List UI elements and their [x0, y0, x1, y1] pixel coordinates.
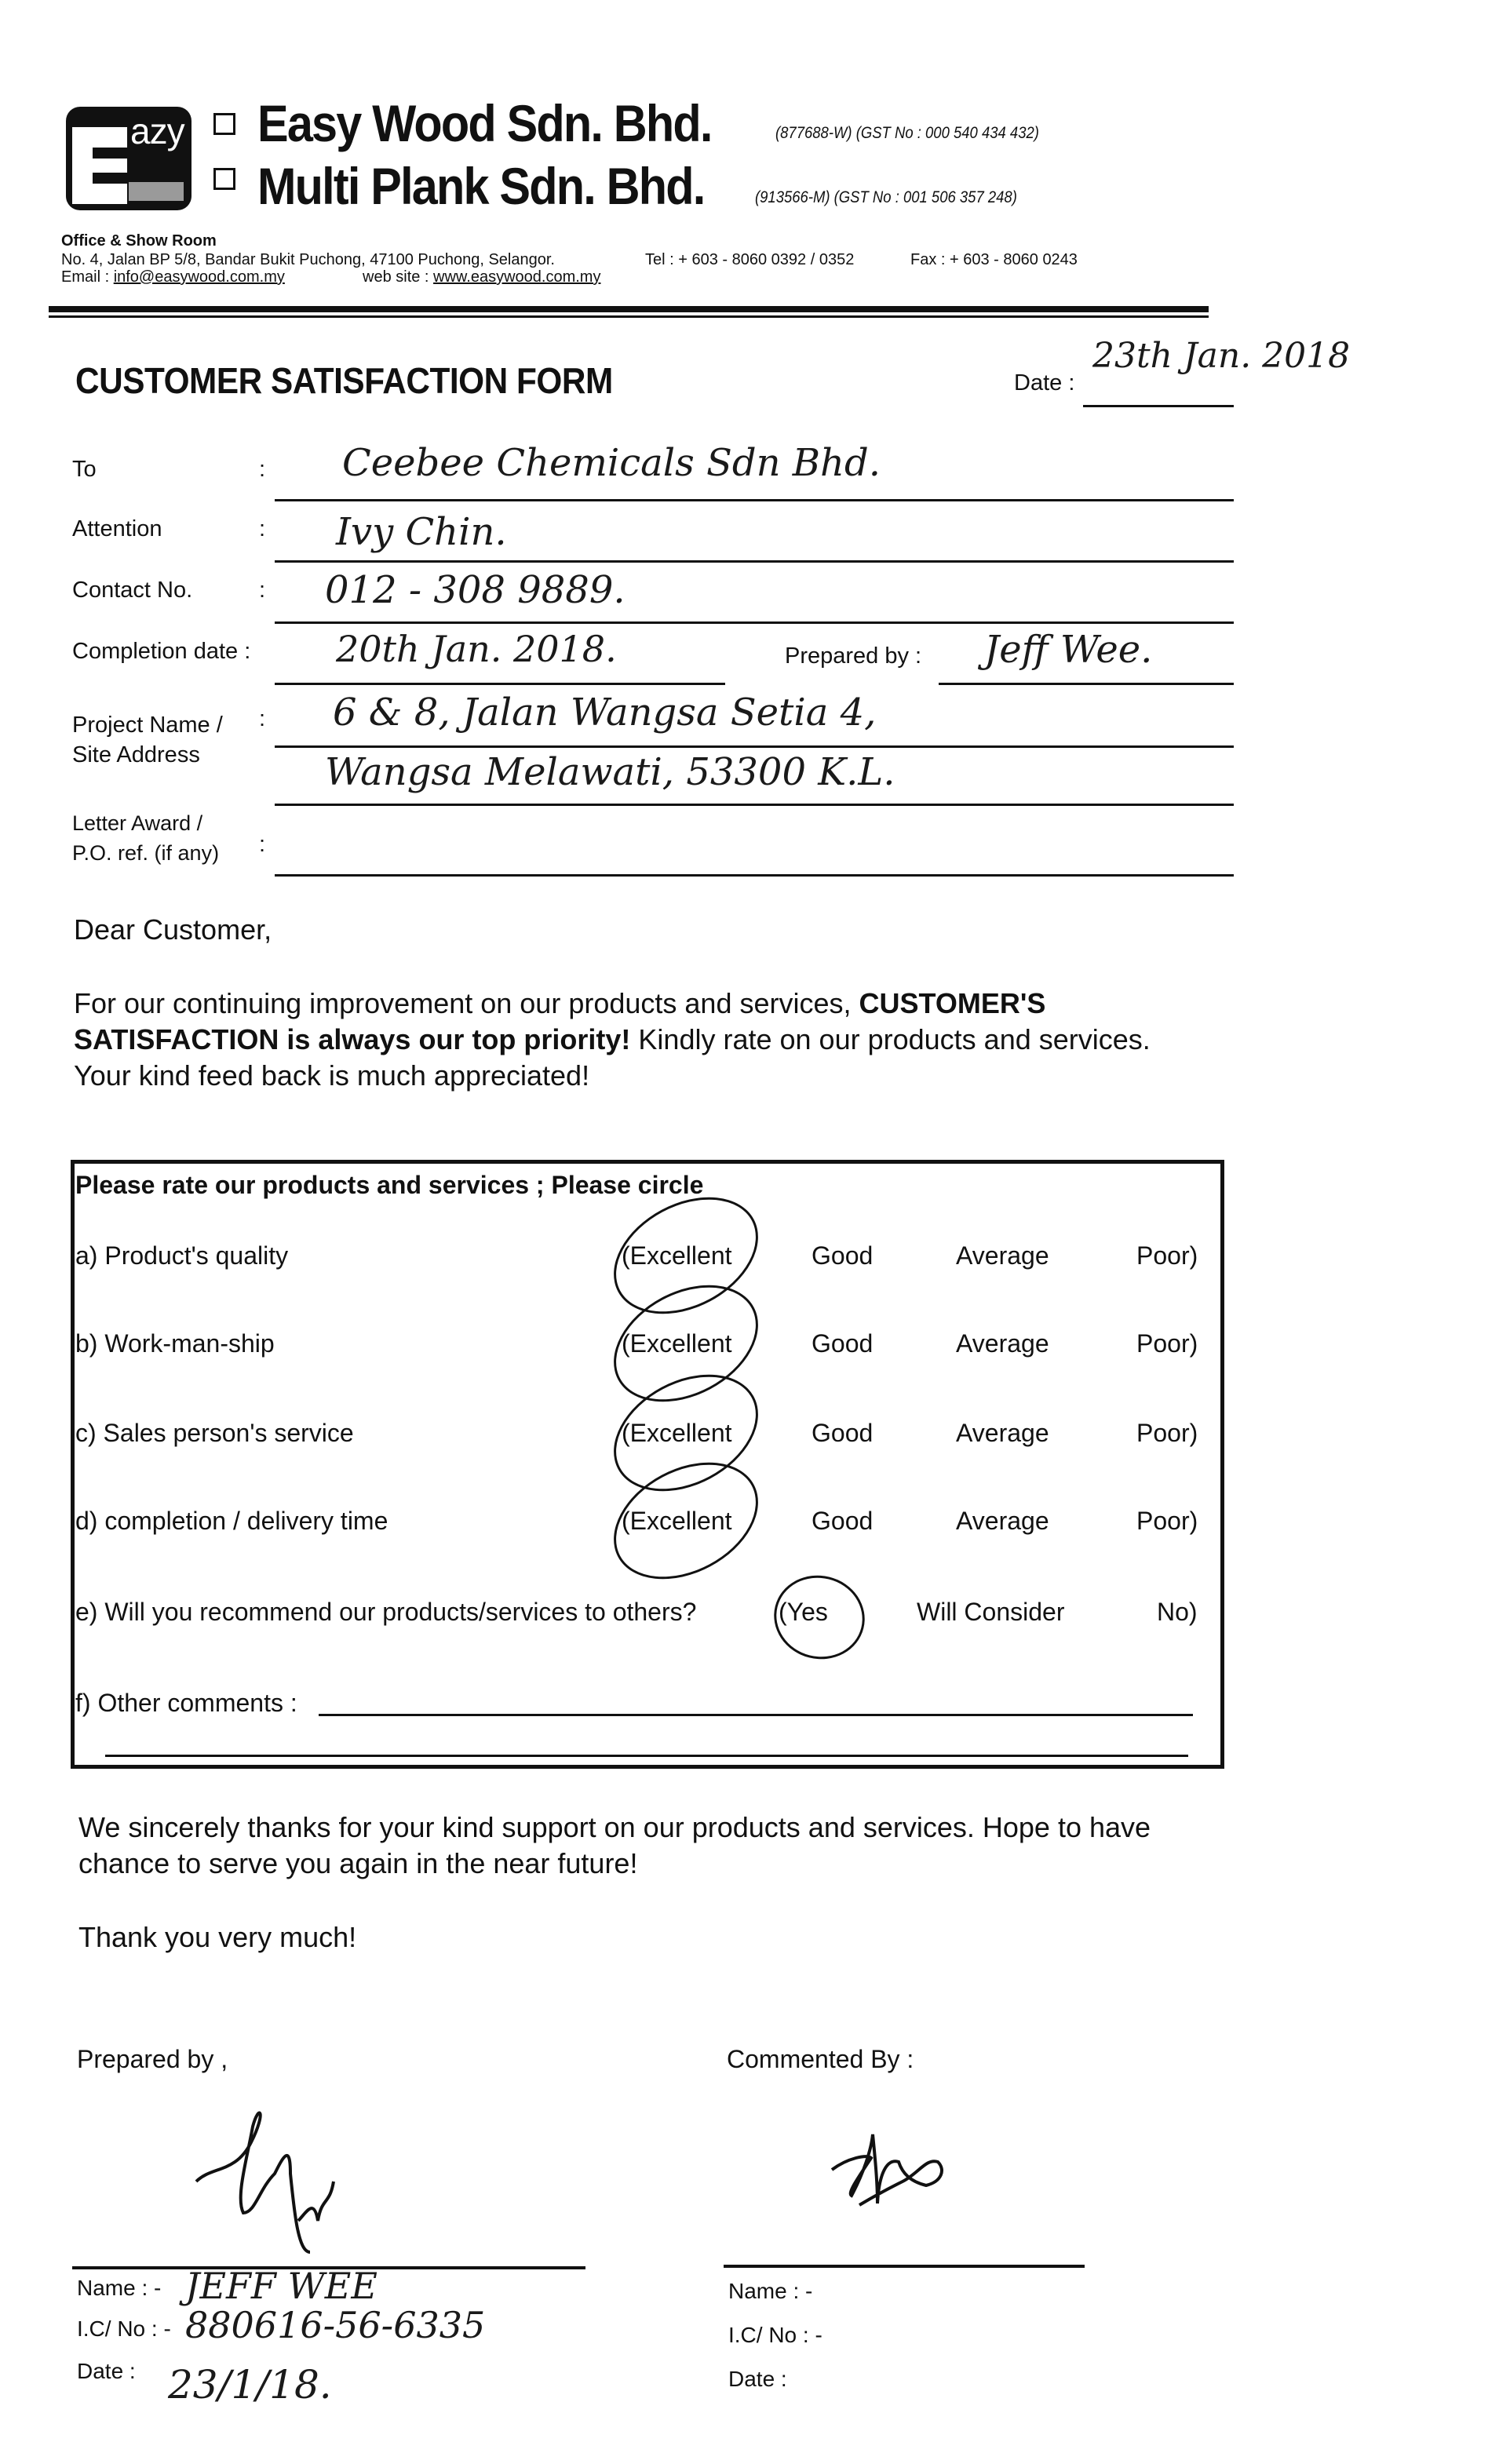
rating-option-good[interactable]: Good — [812, 1419, 874, 1447]
company-name-easywood: Easy Wood Sdn. Bhd. — [257, 94, 712, 152]
intro-paragraph — [74, 986, 1173, 1094]
comments-field-line-2[interactable] — [105, 1755, 1188, 1757]
rating-option-average[interactable]: Average — [956, 1419, 1049, 1447]
office-tel: Tel : + 603 - 8060 0392 / 0352 — [645, 251, 855, 268]
rating-option-poor[interactable]: Poor) — [1136, 1507, 1198, 1535]
attention-colon: : — [259, 516, 266, 541]
project-label-1: Project Name / — [72, 713, 223, 738]
logo-bar — [129, 182, 184, 201]
company-logo — [66, 107, 191, 210]
commented-date-label: Date : — [728, 2367, 787, 2391]
completion-field[interactable]: 20th Jan. 2018. — [336, 628, 617, 670]
question-label: a) Product's quality — [75, 1241, 289, 1270]
rating-option-average[interactable]: Average — [956, 1507, 1049, 1535]
comments-field-line-1[interactable] — [319, 1714, 1193, 1716]
rating-option-average[interactable]: Average — [956, 1329, 1049, 1358]
company-checkbox-easywood[interactable] — [213, 113, 235, 135]
project-label-2: Site Address — [72, 742, 200, 767]
prepared-by-heading: Prepared by , — [77, 2045, 228, 2073]
company-checkbox-multiplank[interactable] — [213, 168, 235, 190]
intro-text-bold: CUSTOMER'S SATISFACTION is always our top priority! — [74, 987, 1046, 1055]
prepared-name-label: Name : - — [77, 2276, 162, 2300]
prepared-by-label: Prepared by : — [785, 643, 922, 669]
commented-signature — [824, 2127, 965, 2221]
email-row — [61, 268, 285, 286]
email-link[interactable]: info@easywood.com.my — [113, 268, 285, 286]
date-underline — [1083, 405, 1234, 407]
commented-signature-line — [724, 2265, 1085, 2268]
intro-text-1: For our continuing improvement on our products and services, — [74, 987, 859, 1019]
letter-award-label-1: Letter Award / — [72, 811, 203, 835]
office-heading: Office & Show Room — [61, 232, 217, 250]
contact-label: Contact No. — [72, 578, 193, 603]
rating-option-poor[interactable]: Poor) — [1136, 1419, 1198, 1447]
website-link[interactable]: www.easywood.com.my — [433, 268, 601, 286]
recommend-option-yes[interactable]: (Yes — [779, 1598, 828, 1626]
salutation: Dear Customer, — [74, 913, 272, 946]
closing-paragraph: We sincerely thanks for your kind support on our products and services. Hope to have chance to serve you again in the near future! — [78, 1811, 1151, 1879]
rating-option-good[interactable]: Good — [812, 1241, 874, 1270]
header-divider-thin — [49, 315, 1209, 318]
commented-by-heading: Commented By : — [727, 2045, 914, 2073]
to-field[interactable]: Ceebee Chemicals Sdn Bhd. — [342, 441, 881, 485]
rating-option-excellent[interactable]: (Excellent — [622, 1329, 732, 1358]
attention-field[interactable]: Ivy Chin. — [336, 510, 507, 554]
prepared-ic-value[interactable]: 880616-56-6335 — [185, 2304, 486, 2346]
attention-label: Attention — [72, 516, 162, 541]
date-value[interactable]: 23th Jan. 2018 — [1092, 336, 1351, 376]
prepared-by-field[interactable]: Jeff Wee. — [984, 628, 1153, 672]
rating-option-average[interactable]: Average — [956, 1241, 1049, 1270]
rating-option-excellent[interactable]: (Excellent — [622, 1241, 732, 1270]
attention-underline — [275, 560, 1234, 563]
contact-underline — [275, 621, 1234, 624]
recommend-option-no[interactable]: No) — [1157, 1598, 1198, 1626]
project-colon: : — [259, 706, 266, 731]
contact-colon: : — [259, 578, 266, 603]
project-underline-1 — [275, 745, 1234, 748]
company-reg-multiplank: (913566-M) (GST No : 001 506 357 248) — [755, 188, 1017, 206]
rating-option-good[interactable]: Good — [812, 1507, 874, 1535]
comments-label: f) Other comments : — [75, 1689, 297, 1717]
commented-ic-label: I.C/ No : - — [728, 2323, 822, 2347]
company-reg-easywood: (877688-W) (GST No : 000 540 434 432) — [775, 124, 1039, 142]
logo-text: azy — [130, 111, 184, 151]
rating-option-good[interactable]: Good — [812, 1329, 874, 1358]
rating-option-excellent[interactable]: (Excellent — [622, 1507, 732, 1535]
prepared-ic-label: I.C/ No : - — [77, 2316, 171, 2341]
company-name-multiplank: Multi Plank Sdn. Bhd. — [257, 157, 705, 215]
letter-award-field[interactable] — [275, 874, 1234, 877]
project-field-line1[interactable]: 6 & 8, Jalan Wangsa Setia 4, — [333, 691, 877, 734]
intro-text-2: Kindly rate on our products and services. Your kind feed back is much appreciated! — [74, 1023, 1151, 1092]
to-underline — [275, 499, 1234, 501]
project-underline-2 — [275, 804, 1234, 806]
to-colon: : — [259, 457, 266, 482]
question-label: d) completion / delivery time — [75, 1507, 388, 1535]
project-field-line2[interactable]: Wangsa Melawati, 53300 K.L. — [325, 750, 895, 794]
date-label: Date : — [1014, 370, 1075, 395]
letter-award-colon: : — [259, 832, 266, 857]
prepared-signature — [181, 2095, 385, 2260]
website-row — [363, 268, 600, 286]
completion-underline — [275, 683, 725, 685]
thank-you-text: Thank you very much! — [78, 1921, 357, 1953]
question-label: b) Work-man-ship — [75, 1329, 275, 1358]
header-divider-thick — [49, 306, 1209, 312]
completion-label: Completion date : — [72, 639, 251, 664]
recommend-label: e) Will you recommend our products/services to others? — [75, 1598, 697, 1626]
rating-option-excellent[interactable]: (Excellent — [622, 1419, 732, 1447]
to-label: To — [72, 457, 97, 482]
rating-option-poor[interactable]: Poor) — [1136, 1241, 1198, 1270]
commented-name-label: Name : - — [728, 2279, 813, 2303]
letter-award-label-2: P.O. ref. (if any) — [72, 841, 220, 865]
office-fax: Fax : + 603 - 8060 0243 — [910, 251, 1078, 268]
prepared-by-underline — [939, 683, 1234, 685]
prepared-date-value[interactable]: 23/1/18. — [168, 2362, 332, 2408]
prepared-date-label: Date : — [77, 2359, 136, 2383]
email-label: Email : — [61, 268, 110, 286]
website-label: web site : — [363, 268, 429, 286]
prepared-name-value[interactable]: JEFF WEE — [185, 2265, 378, 2307]
form-title: CUSTOMER SATISFACTION FORM — [75, 360, 613, 401]
rating-header: Please rate our products and services ; Please circle — [75, 1171, 704, 1199]
office-address: No. 4, Jalan BP 5/8, Bandar Bukit Puchong, 47100 Puchong, Selangor. — [61, 251, 555, 268]
question-label: c) Sales person's service — [75, 1419, 354, 1447]
logo-letter-e — [72, 127, 127, 204]
recommend-option-will-consider[interactable]: Will Consider — [917, 1598, 1065, 1626]
rating-option-poor[interactable]: Poor) — [1136, 1329, 1198, 1358]
contact-field[interactable]: 012 - 308 9889. — [325, 568, 626, 612]
